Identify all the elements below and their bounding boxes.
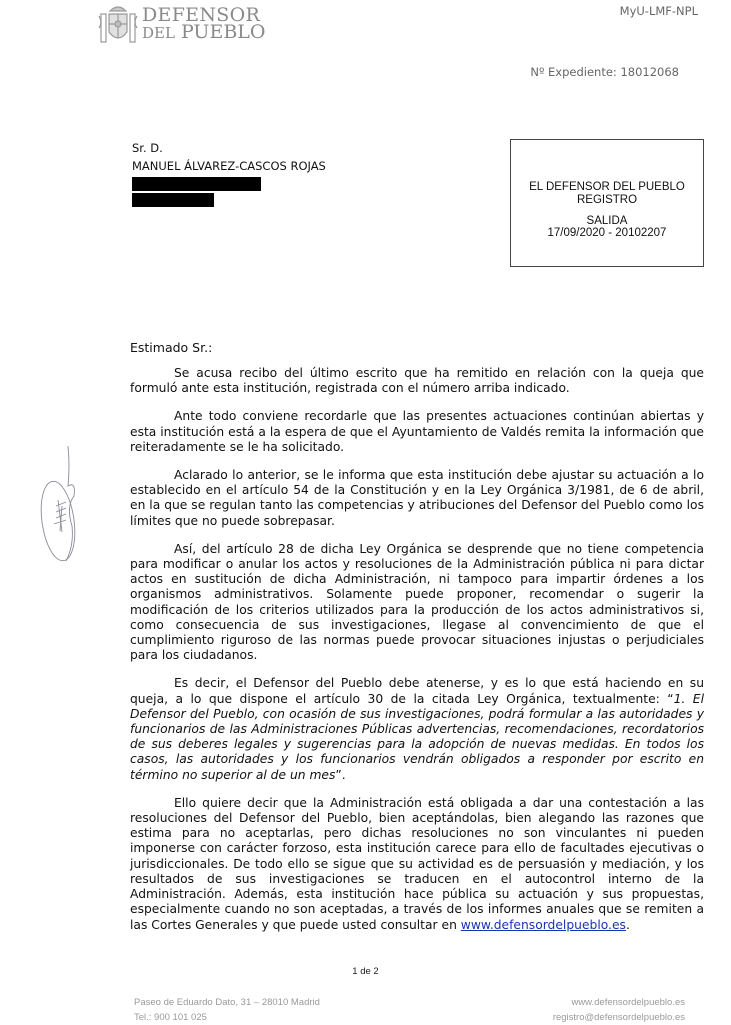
logo-line2-main: PUEBLO [180,20,266,43]
footer-contact-left [134,995,320,1025]
stamp-line2: REGISTRO [576,194,638,206]
logo-line2-prefix: DEL [142,23,175,42]
recipient-salutation: Sr. D. [132,141,163,155]
legal-quote: 1. El Defensor del Pueblo, con ocasión de sus investigaciones, podrá formular a las autoridades y funcionarios de las Administraciones Públicas advertencias, recomendaciones, recordatorios de sus deberes legales y sugerencias para la adopción de nuevas medidas. En todos los casos, las autoridades y los funcionarios vendrán obligados a responder por escrito en término no superior al de un mes [130,691,704,782]
paragraph-6-end: . [625,917,630,932]
paragraph-3: Aclarado lo anterior, se le informa que esta institución debe ajustar su actuación a lo establecido en el artículo 54 de la Constitución y en la Ley Orgánica 3/1981, de 6 de abril, en la que se regulan tanto las competencias y atribuciones del Defensor del Pueblo como los límites que no puede sobrepasar. [130,468,704,528]
footer-contact-right [553,995,685,1025]
stamp-line3: SALIDA [586,215,628,227]
redacted-address-line-2 [132,193,214,207]
logo-wordmark [142,3,266,43]
reference-code: MyU-LMF-NPL [619,4,698,18]
footer-address: Paseo de Eduardo Dato, 31 – 28010 Madrid [134,997,320,1008]
footer-website: www.defensordelpueblo.es [571,997,685,1008]
paragraph-6-text: Ello quiere decir que la Administración está obligada a dar una contestación a las resoluciones del Defensor del Pueblo, bien aceptándolas, bien alegando las razones que estima para no aceptarlas, pero dichas resoluciones no son vinculantes ni pueden imponerse con carácter forzoso, esta institución carece para ello de facultades ejecutivas o jurisdiccionales. De todo ello se sigue que su actividad es de persuasión y mediación, y los resultados de sus investigaciones se traducen en el autocontrol interno de la Administración. Además, esta institución hace pública su actuación y sus propuestas, especialmente cuando no son aceptadas, a través de los informes anuales que se remiten a las Cortes Generales y que puede usted consultar en [130,795,704,932]
footer-phone: Tel.: 900 101 025 [134,1012,207,1023]
letter-body [130,366,704,946]
page-number: 1 de 2 [352,966,379,977]
handwritten-signature [26,436,86,580]
paragraph-1: Se acusa recibo del último escrito que ha remitido en relación con la queja que formuló ante esta institución, registrada con el número arriba indicado. [130,366,704,396]
website-link[interactable]: www.defensordelpueblo.es [460,917,626,932]
recipient-name: MANUEL ÁLVAREZ-CASCOS ROJAS [132,159,326,173]
registry-stamp [510,139,704,267]
recipient-block [132,139,326,207]
paragraph-6 [130,796,704,933]
paragraph-5-intro: Es decir, el Defensor del Pueblo debe atenerse, y es lo que está haciendo en su queja, a lo que dispone el artículo 30 de la citada Ley Orgánica, textualmente: “ [130,676,704,706]
redacted-address-line-1 [132,177,261,191]
institution-logo [97,2,265,46]
paragraph-5 [130,676,704,782]
stamp-line4: 17/09/2020 - 20102207 [547,227,667,239]
paragraph-2: Ante todo conviene recordarle que las presentes actuaciones continúan abiertas y esta institución está a la espera de que el Ayuntamiento de Valdés remita la información que reiteradamente se le ha solicitado. [130,409,704,454]
logo-line2 [142,20,266,43]
stamp-line1: EL DEFENSOR DEL PUEBLO [529,181,685,193]
logo-line1: DEFENSOR [142,3,261,26]
footer-email: registro@defensordelpueblo.es [552,1012,685,1023]
paragraph-5-end: ”. [335,767,346,782]
coat-of-arms-icon [97,2,139,46]
letter-greeting: Estimado Sr.: [130,340,213,355]
case-number: Nº Expediente: 18012068 [530,65,679,79]
paragraph-4: Así, del artículo 28 de dicha Ley Orgánica se desprende que no tiene competencia para modificar o anular los actos y resoluciones de la Administración pública ni para dictar actos en sustitución de dicha Administración, ni tampoco para impartir órdenes a los organismos administrativos. Solamente puede proponer, recomendar o sugerir la modificación de los criterios utilizados para la producción de los actos administrativos si, como consecuencia de sus investigaciones, llegase al convencimiento de que el cumplimiento riguroso de las normas puede provocar situaciones injustas o perjudiciales para los ciudadanos. [130,541,704,663]
